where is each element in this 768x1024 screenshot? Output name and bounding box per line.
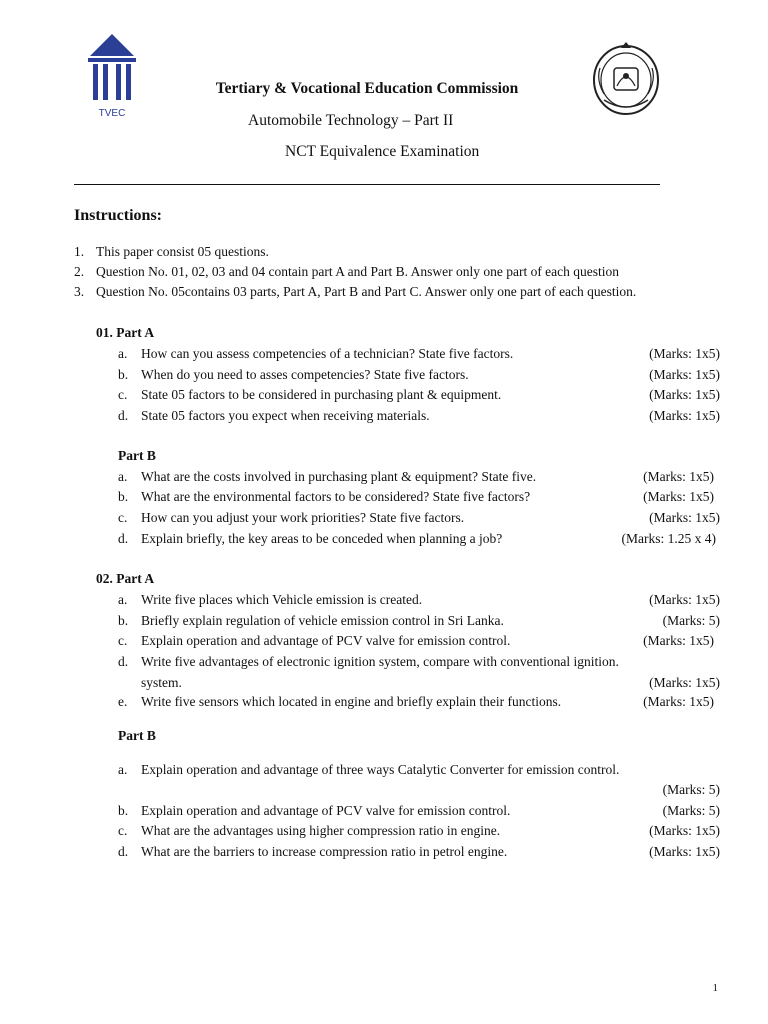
question-item xyxy=(118,590,720,610)
question-item-continuation xyxy=(118,673,720,693)
question-item xyxy=(118,842,720,862)
question-text: Explain operation and advantage of PCV valve for emission control. xyxy=(141,633,511,648)
section-heading-02-part-a: 02. Part A xyxy=(96,571,155,586)
question-letter: c. xyxy=(118,633,128,648)
question-letter: b. xyxy=(118,489,129,504)
question-marks: (Marks: 1x5) xyxy=(649,592,720,607)
question-letter: b. xyxy=(118,367,129,382)
question-text: What are the advantages using higher compression ratio in engine. xyxy=(141,823,501,838)
question-text: When do you need to asses competencies? State five factors. xyxy=(141,367,469,382)
question-item xyxy=(118,344,720,364)
question-item xyxy=(118,801,720,821)
tvec-logo-text: TVEC xyxy=(98,108,126,119)
question-item xyxy=(118,467,720,487)
instruction-item xyxy=(74,282,734,302)
page-number: 1 xyxy=(712,982,718,994)
question-marks: (Marks: 1x5) xyxy=(649,346,720,361)
commission-title: Tertiary & Vocational Education Commission xyxy=(215,80,519,97)
instruction-number: 1. xyxy=(74,244,85,259)
instructions-heading: Instructions: xyxy=(74,207,163,224)
question-marks: (Marks: 1x5) xyxy=(649,387,720,402)
question-marks: (Marks: 1x5) xyxy=(649,844,720,859)
question-letter: a. xyxy=(118,346,128,361)
question-item xyxy=(118,652,720,672)
question-text: Write five sensors which located in engine and briefly explain their functions. xyxy=(141,694,562,709)
sri-lanka-emblem xyxy=(590,38,662,118)
question-letter: b. xyxy=(118,613,129,628)
question-item xyxy=(118,529,720,549)
question-text: How can you assess competencies of a technician? State five factors. xyxy=(141,346,514,361)
question-item xyxy=(118,692,720,712)
question-text: Explain briefly, the key areas to be conceded when planning a job? xyxy=(141,531,503,546)
question-item xyxy=(118,611,720,631)
question-marks: (Marks: 1x5) xyxy=(649,675,720,690)
instruction-text: Question No. 01, 02, 03 and 04 contain part A and Part B. Answer only one part of each question xyxy=(96,264,620,279)
question-letter: e. xyxy=(118,694,128,709)
instruction-text: Question No. 05contains 03 parts, Part A, Part B and Part C. Answer only one part of each question. xyxy=(96,284,637,299)
question-item xyxy=(118,508,720,528)
question-marks: (Marks: 1x5) xyxy=(643,469,714,484)
question-item xyxy=(118,385,720,405)
question-marks: (Marks: 1x5) xyxy=(649,510,720,525)
header-divider xyxy=(74,184,660,185)
question-text: Briefly explain regulation of vehicle emission control in Sri Lanka. xyxy=(141,613,504,628)
instruction-number: 2. xyxy=(74,264,85,279)
question-text: What are the costs involved in purchasing plant & equipment? State five. xyxy=(141,469,537,484)
instruction-number: 3. xyxy=(74,284,85,299)
question-letter: c. xyxy=(118,510,128,525)
question-letter: a. xyxy=(118,762,128,777)
question-item xyxy=(118,406,720,426)
question-text: What are the barriers to increase compression ratio in petrol engine. xyxy=(141,844,508,859)
question-letter: d. xyxy=(118,844,129,859)
question-marks: (Marks: 5) xyxy=(662,782,720,797)
question-item xyxy=(118,760,720,780)
question-item xyxy=(118,631,720,651)
question-marks: (Marks: 1x5) xyxy=(643,489,714,504)
question-item xyxy=(118,365,720,385)
exam-title: NCT Equivalence Examination xyxy=(285,143,480,160)
question-marks: (Marks: 5) xyxy=(662,613,720,628)
question-letter: d. xyxy=(118,654,129,669)
instruction-item xyxy=(74,262,734,282)
question-marks: (Marks: 1x5) xyxy=(643,633,714,648)
question-item xyxy=(118,487,720,507)
question-letter: a. xyxy=(118,469,128,484)
question-text: Explain operation and advantage of three ways Catalytic Converter for emission control. xyxy=(141,762,620,777)
section-heading-02-part-b: Part B xyxy=(118,728,156,743)
question-letter: a. xyxy=(118,592,128,607)
question-marks: (Marks: 1x5) xyxy=(649,408,720,423)
question-text: Write five places which Vehicle emission is created. xyxy=(141,592,423,607)
subject-title: Automobile Technology – Part II xyxy=(248,112,454,129)
question-marks: (Marks: 1x5) xyxy=(649,367,720,382)
question-letter: d. xyxy=(118,408,129,423)
question-marks: (Marks: 1.25 x 4) xyxy=(621,531,716,546)
question-letter: d. xyxy=(118,531,129,546)
section-heading-01-part-a: 01. Part A xyxy=(96,325,155,340)
section-heading-01-part-b: Part B xyxy=(118,448,156,463)
question-text: system. xyxy=(141,675,182,690)
question-item xyxy=(118,821,720,841)
question-letter: b. xyxy=(118,803,129,818)
instruction-item xyxy=(74,242,734,262)
question-marks: (Marks: 1x5) xyxy=(649,823,720,838)
tvec-logo xyxy=(84,32,140,122)
question-item-continuation xyxy=(118,780,720,800)
question-text: How can you adjust your work priorities? State five factors. xyxy=(141,510,465,525)
instructions-list xyxy=(74,242,734,302)
question-marks: (Marks: 1x5) xyxy=(643,694,714,709)
question-text: Write five advantages of electronic ignition system, compare with conventional ignition. xyxy=(141,654,619,669)
question-marks: (Marks: 5) xyxy=(662,803,720,818)
question-letter: c. xyxy=(118,823,128,838)
question-letter: c. xyxy=(118,387,128,402)
instruction-text: This paper consist 05 questions. xyxy=(96,244,269,259)
question-text: What are the environmental factors to be considered? State five factors? xyxy=(141,489,531,504)
question-text: Explain operation and advantage of PCV valve for emission control. xyxy=(141,803,511,818)
question-text: State 05 factors to be considered in purchasing plant & equipment. xyxy=(141,387,502,402)
question-text: State 05 factors you expect when receiving materials. xyxy=(141,408,430,423)
